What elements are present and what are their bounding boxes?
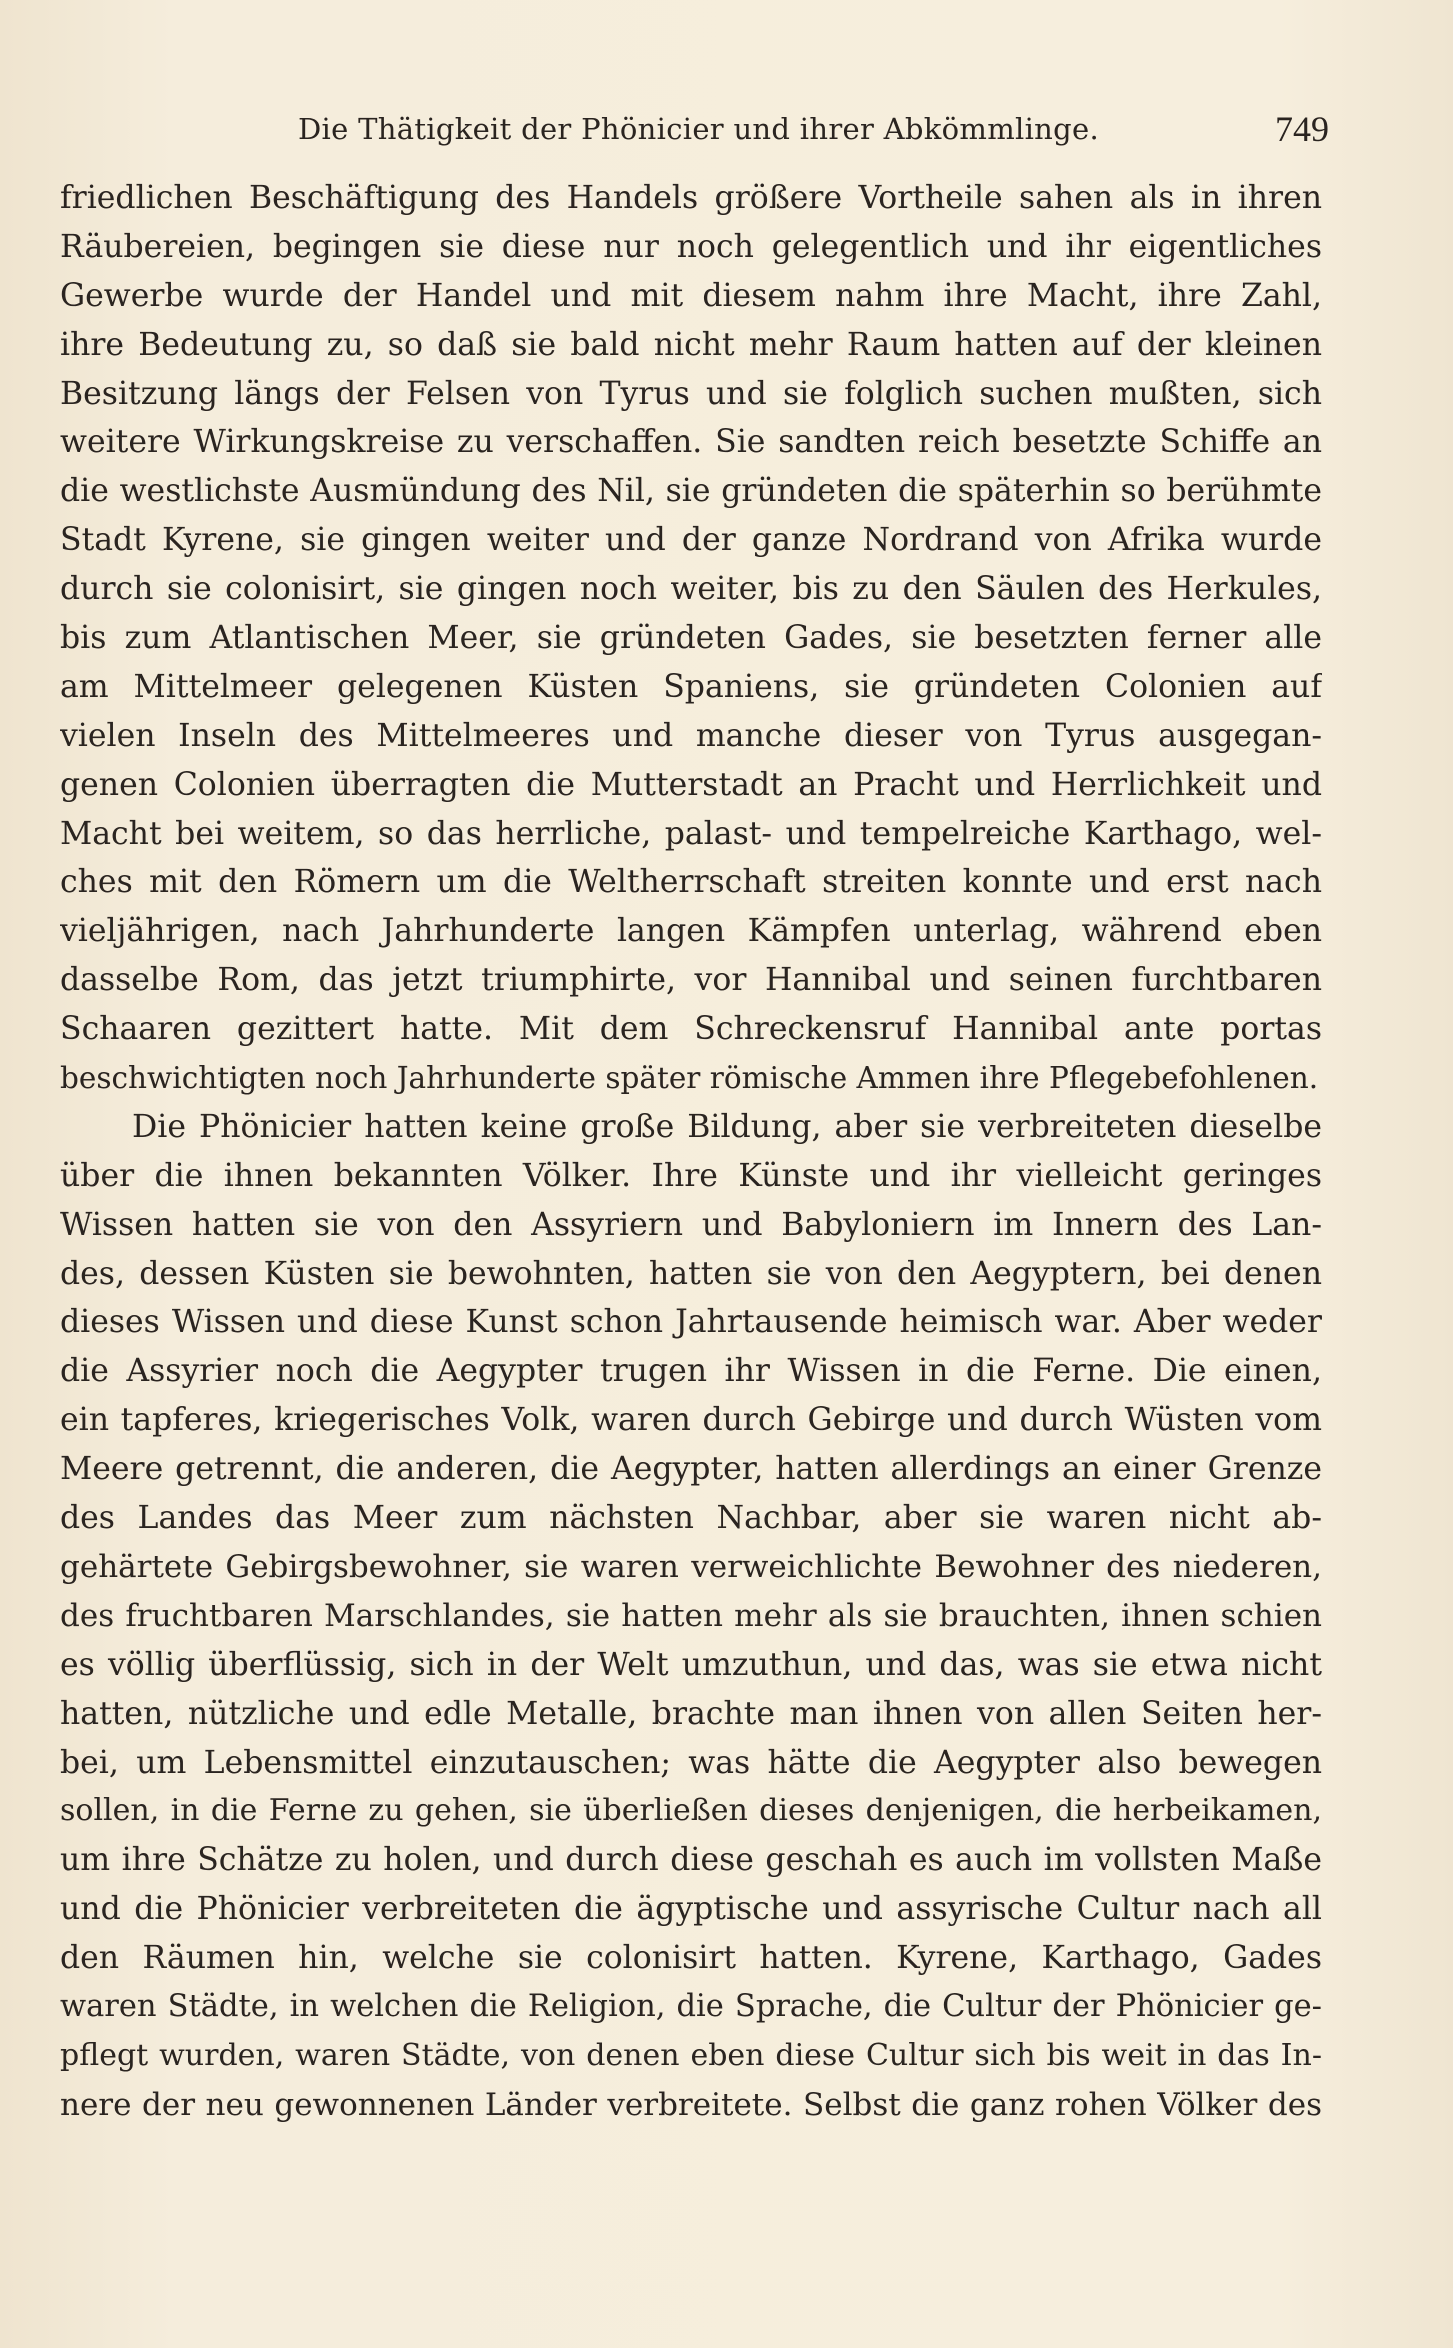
text-line: Macht bei weitem, so das herrliche, palast- und tempelreiche Karthago, wel- bbox=[60, 815, 1322, 852]
text-line: Stadt Kyrene, sie gingen weiter und der ganze Nordrand von Afrika wurde bbox=[60, 522, 1322, 559]
text-line: am Mittelmeer gelegenen Küsten Spaniens, sie gründeten Colonien auf bbox=[60, 668, 1322, 705]
text-line: sollen, in die Ferne zu gehen, sie überließen dieses denjenigen, die herbeikamen, bbox=[60, 1793, 1322, 1829]
page-number: 749 bbox=[1275, 109, 1329, 149]
text-line: über die ihnen bekannten Völker. Ihre Künste und ihr vielleicht geringes bbox=[60, 1157, 1322, 1194]
text-line: die Assyrier noch die Aegypter trugen ihr Wissen in die Ferne. Die einen, bbox=[60, 1353, 1322, 1390]
text-line: ihre Bedeutung zu, so daß sie bald nicht mehr Raum hatten auf der kleinen bbox=[60, 326, 1322, 363]
text-line: vielen Inseln des Mittelmeeres und manche dieser von Tyrus ausgegan- bbox=[60, 717, 1322, 754]
text-line: des Landes das Meer zum nächsten Nachbar, aber sie waren nicht ab- bbox=[60, 1500, 1322, 1537]
running-title: Die Thätigkeit der Phönicier und ihrer Abkömmlinge. bbox=[298, 112, 1099, 146]
text-line: Die Phönicier hatten keine große Bildung, aber sie verbreiteten dieselbe bbox=[132, 1108, 1322, 1145]
text-line: den Räumen hin, welche sie colonisirt hatten. Kyrene, Karthago, Gades bbox=[60, 1940, 1322, 1977]
text-line: Gewerbe wurde der Handel und mit diesem nahm ihre Macht, ihre Zahl, bbox=[60, 277, 1322, 314]
text-line: Besitzung längs der Felsen von Tyrus und sie folglich suchen mußten, sich bbox=[60, 375, 1322, 412]
text-line: dasselbe Rom, das jetzt triumphirte, vor Hannibal und seinen furchtbaren bbox=[60, 962, 1322, 999]
text-line: hatten, nützliche und edle Metalle, brachte man ihnen von allen Seiten her- bbox=[60, 1695, 1322, 1732]
text-line: Räubereien, begingen sie diese nur noch gelegentlich und ihr eigentliches bbox=[60, 228, 1322, 265]
text-line: genen Colonien überragten die Mutterstadt an Pracht und Herrlichkeit und bbox=[60, 766, 1322, 803]
text-line: vieljährigen, nach Jahrhunderte langen Kämpfen unterlag, während eben bbox=[60, 913, 1322, 950]
text-line: und die Phönicier verbreiteten die ägyptische und assyrische Cultur nach all bbox=[60, 1891, 1322, 1928]
text-line: bis zum Atlantischen Meer, sie gründeten Gades, sie besetzten ferner alle bbox=[60, 620, 1322, 657]
text-line: es völlig überflüssig, sich in der Welt umzuthun, und das, was sie etwa nicht bbox=[60, 1646, 1322, 1683]
text-line: nere der neu gewonnenen Länder verbreitete. Selbst die ganz rohen Völker des bbox=[60, 2086, 1322, 2123]
text-line: beschwichtigten noch Jahrhunderte später römische Ammen ihre Pflegebefohlenen. bbox=[60, 1061, 1319, 1096]
text-line: des, dessen Küsten sie bewohnten, hatten sie von den Aegyptern, bei denen bbox=[60, 1255, 1322, 1292]
running-head bbox=[298, 108, 1329, 158]
text-line: durch sie colonisirt, sie gingen noch weiter, bis zu den Säulen des Herkules, bbox=[60, 571, 1322, 608]
text-line: Meere getrennt, die anderen, die Aegypter, hatten allerdings an einer Grenze bbox=[60, 1451, 1322, 1488]
text-line: dieses Wissen und diese Kunst schon Jahrtausende heimisch war. Aber weder bbox=[60, 1304, 1322, 1341]
text-line: bei, um Lebensmittel einzutauschen; was hätte die Aegypter also bewegen bbox=[60, 1744, 1322, 1781]
text-line: ches mit den Römern um die Weltherrschaft streiten konnte und erst nach bbox=[60, 864, 1322, 901]
text-line: gehärtete Gebirgsbewohner, sie waren verweichlichte Bewohner des niederen, bbox=[60, 1548, 1322, 1585]
text-line: des fruchtbaren Marschlandes, sie hatten mehr als sie brauchten, ihnen schien bbox=[60, 1597, 1322, 1634]
text-line: Schaaren gezittert hatte. Mit dem Schreckensruf Hannibal ante portas bbox=[60, 1011, 1322, 1048]
text-line: Wissen hatten sie von den Assyriern und Babyloniern im Innern des Lan- bbox=[60, 1206, 1322, 1243]
text-line: ein tapferes, kriegerisches Volk, waren durch Gebirge und durch Wüsten vom bbox=[60, 1402, 1322, 1439]
text-line: waren Städte, in welchen die Religion, die Sprache, die Cultur der Phönicier ge- bbox=[60, 1988, 1322, 2024]
text-line: friedlichen Beschäftigung des Handels größere Vortheile sahen als in ihren bbox=[60, 180, 1322, 216]
text-line: die westlichste Ausmündung des Nil, sie gründeten die späterhin so berühmte bbox=[60, 473, 1322, 510]
text-line: pflegt wurden, waren Städte, von denen eben diese Cultur sich bis weit in das In- bbox=[60, 2037, 1322, 2073]
text-line: weitere Wirkungskreise zu verschaffen. Sie sandten reich besetzte Schiffe an bbox=[60, 424, 1322, 461]
text-line: um ihre Schätze zu holen, und durch diese geschah es auch im vollsten Maße bbox=[60, 1842, 1322, 1879]
body-text bbox=[60, 174, 1322, 2130]
